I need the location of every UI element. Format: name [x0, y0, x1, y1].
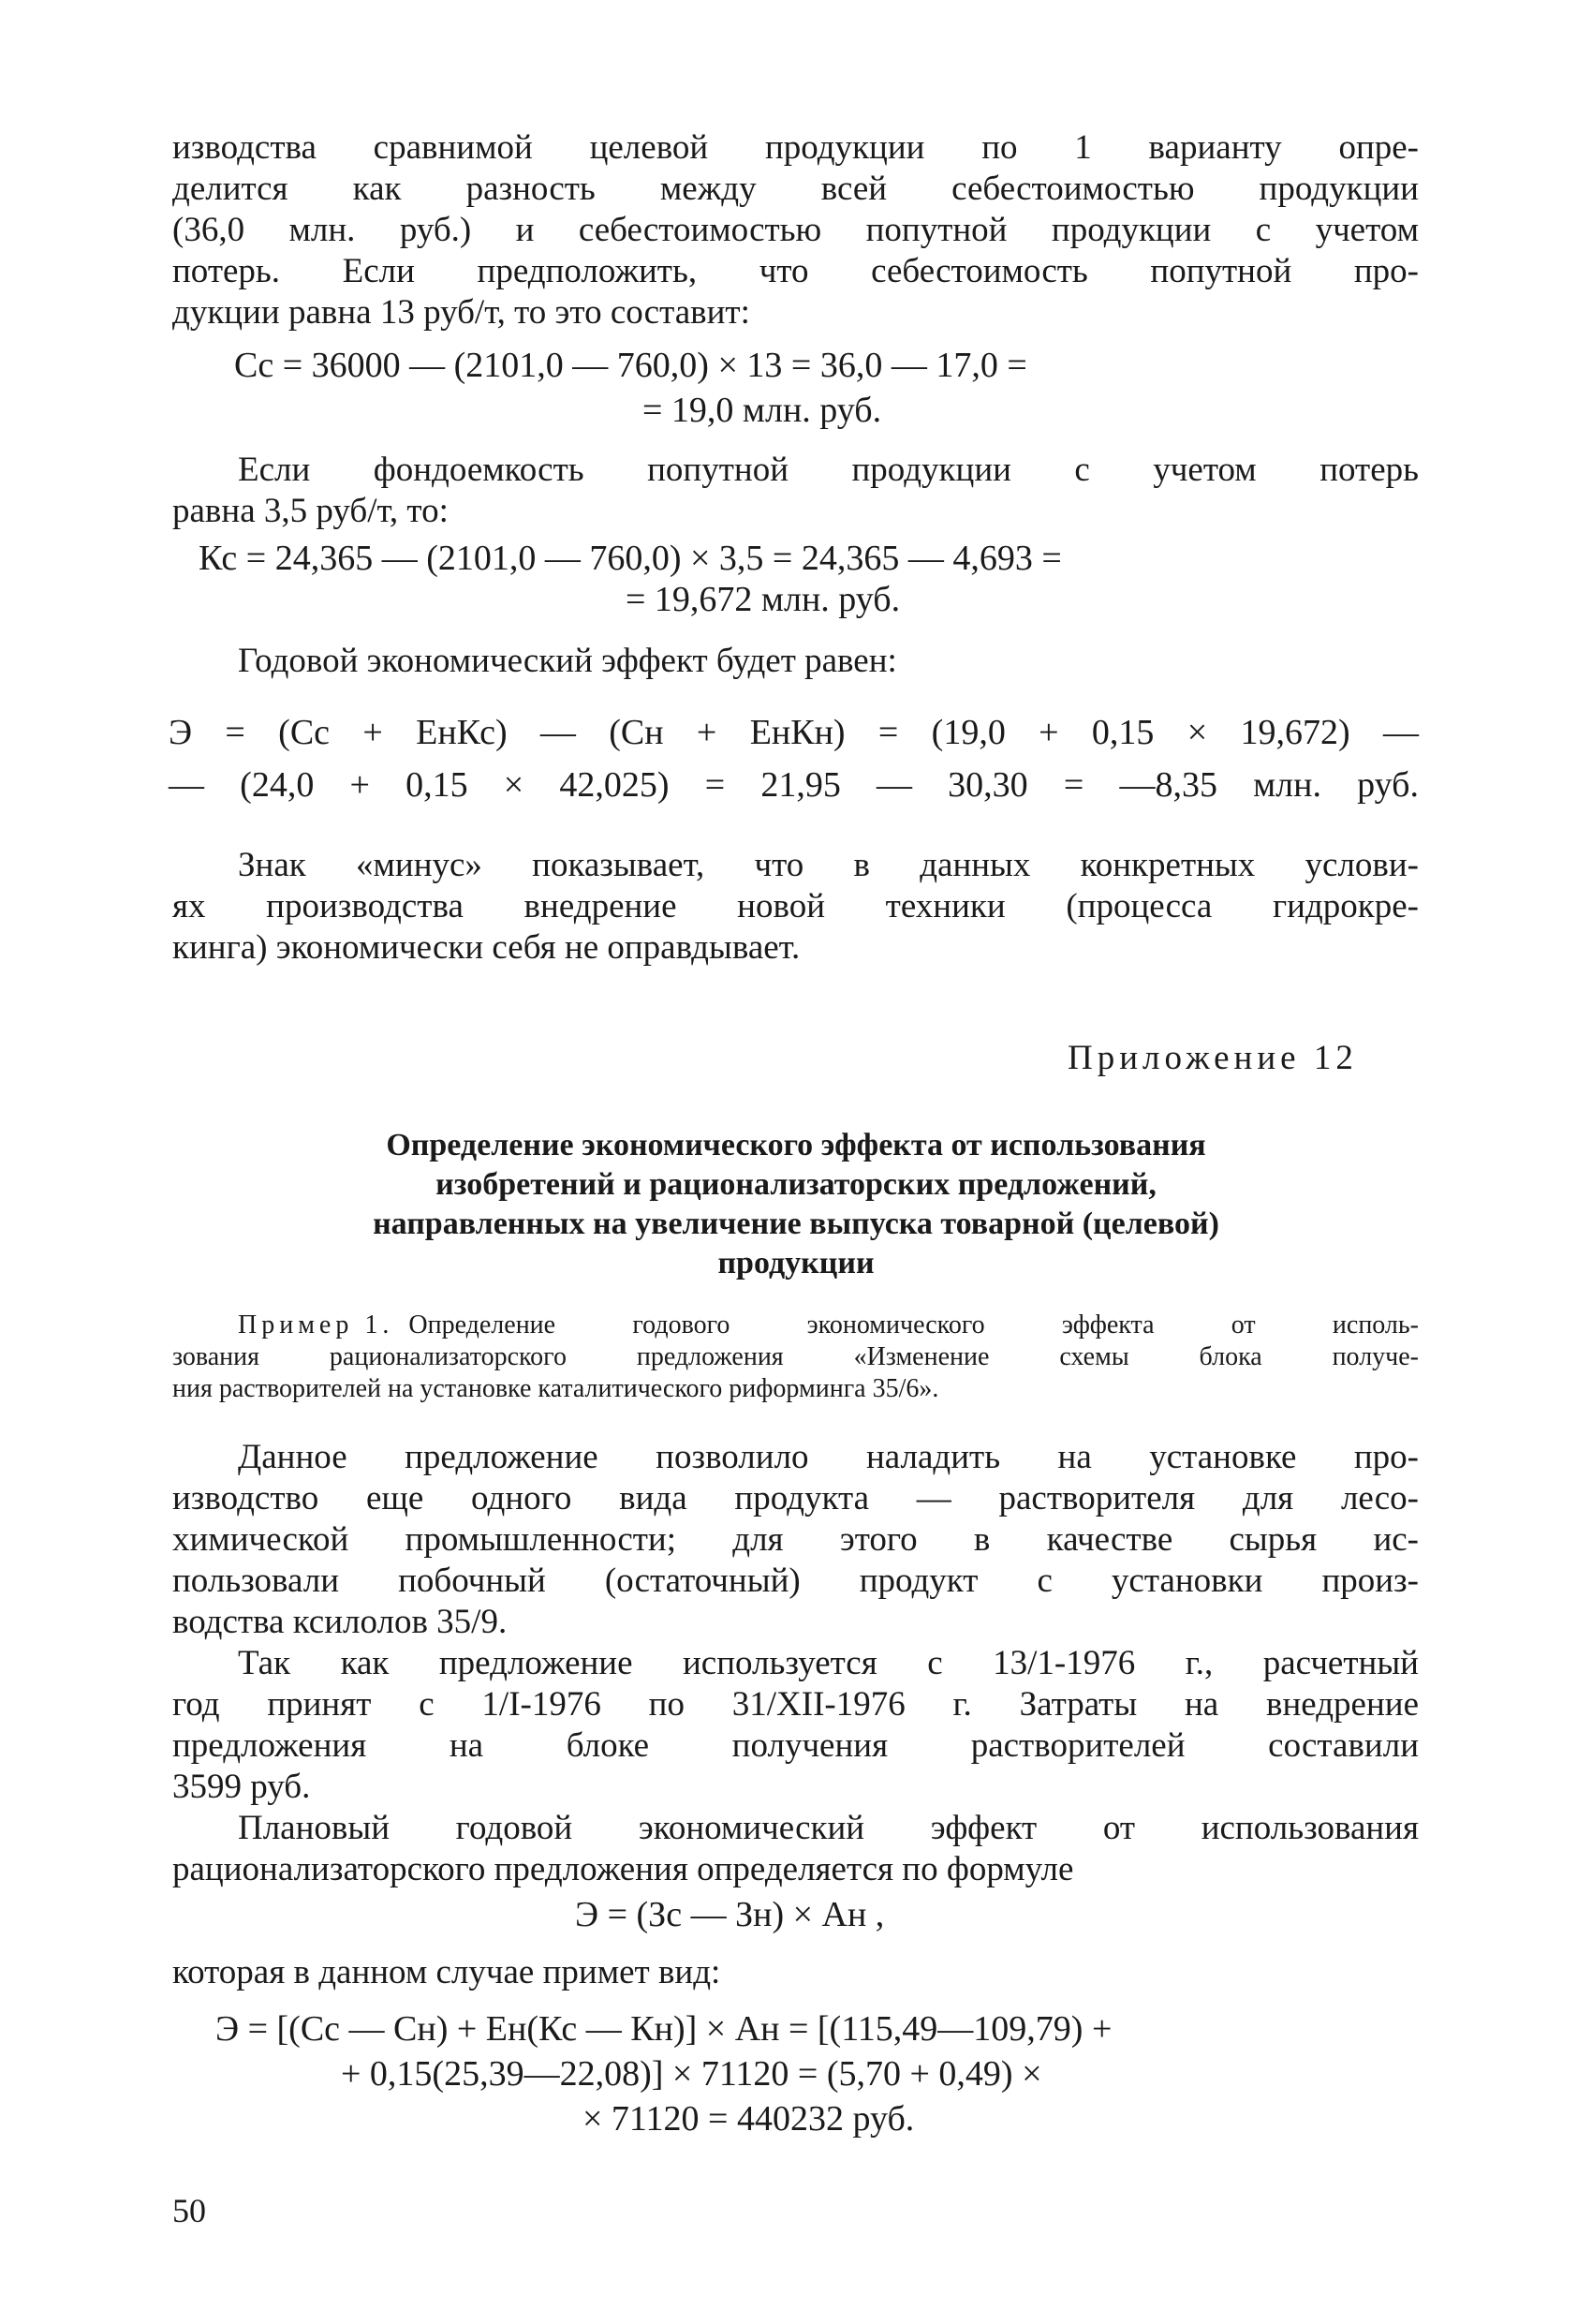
- formula-line: Э = [(Cс — Cн) + Eн(Кс — Кн)] × Ан = [(115,49—109,79) +: [215, 2009, 1113, 2049]
- heading-line: Определение экономического эффекта от использования: [386, 1128, 1206, 1162]
- text-line: Если фондоемкость попутной продукции с учетом потерь: [238, 451, 1419, 489]
- text-line: Плановый годовой экономический эффект от использования: [238, 1809, 1419, 1847]
- formula-line: Cс = 36000 — (2101,0 — 760,0) × 13 = 36,0 — 17,0 =: [234, 346, 1027, 385]
- text-line: рационализаторского предложения определяется по формуле: [172, 1850, 1074, 1888]
- paragraph-formula-intro: которая в данном случае примет вид:: [172, 1953, 721, 1991]
- text-line: делится как разность между всей себестоимостью продукции: [172, 170, 1419, 208]
- example-first-line: [238, 1310, 1419, 1341]
- text-line: изводство еще одного вида продукта — растворителя для лесо-: [172, 1479, 1419, 1517]
- text-line: потерь. Если предположить, что себестоимость попутной про-: [172, 252, 1419, 290]
- formula-line: × 71120 = 440232 руб.: [582, 2099, 915, 2139]
- appendix-label: Приложение 12: [1068, 1039, 1358, 1077]
- text-line: Так как предложение используется с 13/1-1976 г., расчетный: [238, 1644, 1419, 1682]
- text-line: год принят с 1/I-1976 по 31/XII-1976 г. Затраты на внедрение: [172, 1685, 1419, 1724]
- heading-line: изобретений и рационализаторских предложений,: [435, 1167, 1157, 1202]
- text-line: кинга) экономически себя не оправдывает.: [172, 928, 801, 967]
- formula-line: = 19,672 млн. руб.: [626, 580, 901, 619]
- formula-line: — (24,0 + 0,15 × 42,025) = 21,95 — 30,30 = —8,35 млн. руб.: [169, 765, 1419, 805]
- paragraph-annual-effect: Годовой экономический эффект будет равен:: [238, 642, 897, 680]
- text-line: ях производства внедрение новой техники (процесса гидрокре-: [172, 887, 1419, 925]
- formula-general: Э = (Зс — Зн) × Ан ,: [575, 1895, 885, 1934]
- text-line: (36,0 млн. руб.) и себестоимостью попутной продукции с учетом: [172, 211, 1419, 249]
- text-line: Знак «минус» показывает, что в данных конкретных услови-: [238, 846, 1419, 884]
- text-line: предложения на блоке получения растворителей составили: [172, 1726, 1419, 1765]
- formula-line: = 19,0 млн. руб.: [642, 391, 882, 430]
- formula-line: Э = (Cс + EнКс) — (Cн + EнКн) = (19,0 + 0,15 × 19,672) —: [169, 713, 1419, 752]
- heading-line: направленных на увеличение выпуска товарной (целевой): [373, 1206, 1219, 1241]
- text-line: Определение годового экономического эффекта от исполь-: [408, 1310, 1419, 1340]
- example-label: Пример 1.: [238, 1310, 394, 1340]
- text-line: химической промышленности; для этого в качестве сырья ис-: [172, 1520, 1419, 1559]
- text-line: пользовали побочный (остаточный) продукт с установки произ-: [172, 1562, 1419, 1600]
- formula-line: Кс = 24,365 — (2101,0 — 760,0) × 3,5 = 24,365 — 4,693 =: [199, 539, 1062, 578]
- page-number: 50: [172, 2192, 206, 2229]
- text-line: зования рационализаторского предложения «Изменение схемы блока получе-: [172, 1342, 1419, 1371]
- text-line: Данное предложение позволило наладить на установке про-: [238, 1438, 1419, 1476]
- formula-line: + 0,15(25,39—22,08)] × 71120 = (5,70 + 0,49) ×: [341, 2054, 1042, 2094]
- text-line: 3599 руб.: [172, 1768, 311, 1806]
- heading-line: продукции: [717, 1246, 875, 1280]
- text-line: ния растворителей на установке каталитического риформинга 35/6».: [172, 1374, 939, 1403]
- text-line: равна 3,5 руб/т, то:: [172, 492, 449, 530]
- text-line: дукции равна 13 руб/т, то это составит:: [172, 293, 750, 332]
- text-line: водства ксилолов 35/9.: [172, 1603, 508, 1641]
- text-line: изводства сравнимой целевой продукции по 1 варианту опре-: [172, 128, 1419, 167]
